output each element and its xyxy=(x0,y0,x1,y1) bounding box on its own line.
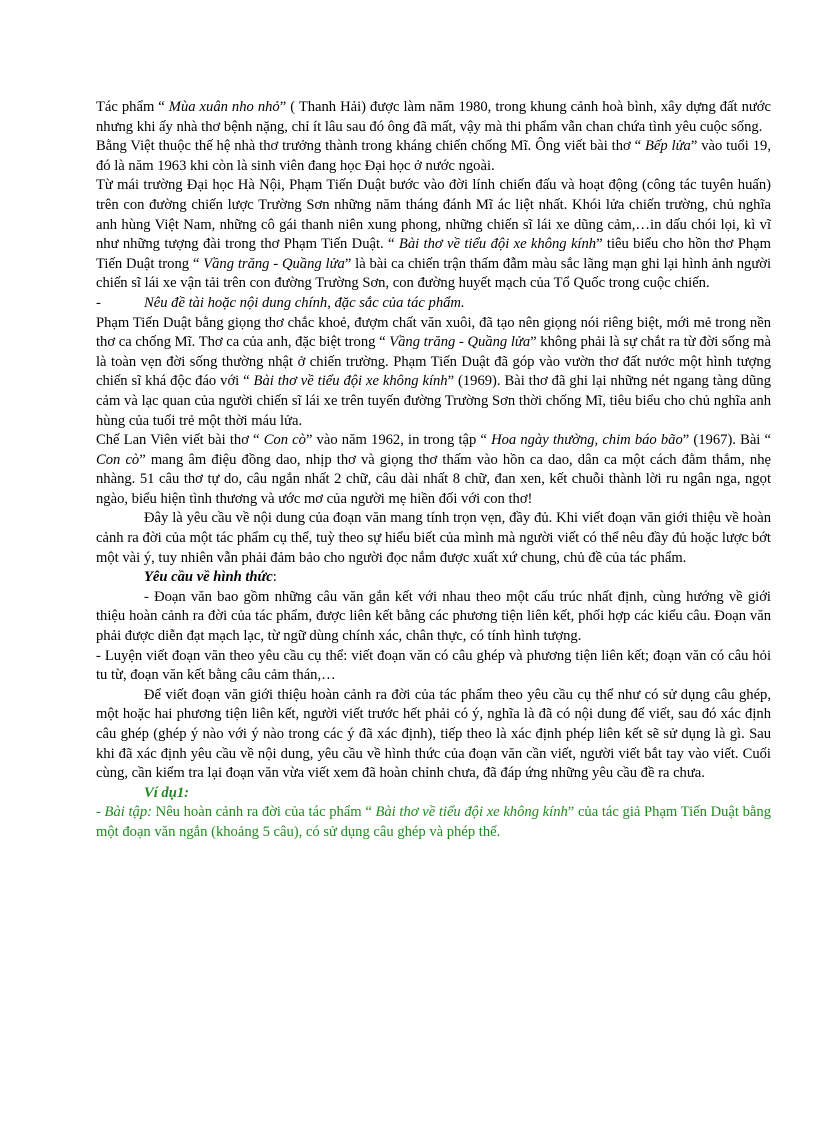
paragraph-pham-tien-duat: Từ mái trường Đại học Hà Nội, Phạm Tiến Duật bước vào đời lính chiến đấu và hoạt động (công tác tuyên huấn) trên con đường chiến lược Trường Sơn những năm tháng đánh Mĩ ác liệt nhất. Khói lửa chiến trường, chủ nghĩa anh hùng Việt Nam, những cô gái thanh niên xung phong, những chiến sĩ lái xe dũng cảm,…in dấu chói lọi, kì vĩ như những tượng đài trong thơ Phạm Tiến Duật. “ Bài thơ về tiểu đội xe không kính” tiêu biểu cho hồn thơ Phạm Tiến Duật trong “ Vầng trăng - Quầng lửa” là bài ca chiến trận thấm đẫm màu sắc lãng mạn ghi lại hình ảnh người chiến sĩ lái xe vận tải trên con đường Trường Sơn, con đường huyết mạch của Tổ Quốc trong cuộc chiến. xyxy=(96,177,772,292)
work-title: Bài thơ về tiểu đội xe không kính xyxy=(398,236,597,253)
work-title: Vầng trăng - Quầng lửa xyxy=(389,334,531,351)
paragraph-bep-lua: Bằng Việt thuộc thế hệ nhà thơ trưởng thành trong kháng chiến chống Mĩ. Ông viết bài thơ “ Bếp lửa” vào tuổi 19, đó là năm 1963 khi còn là sinh viên đang học Đại học ở nước ngoài. xyxy=(96,138,771,174)
paragraph-doan-van: - Đoạn văn bao gồm những câu văn gắn kết với nhau theo một cấu trúc nhất định, cùng hướng về giới thiệu hoàn cảnh ra đời của tác phẩm, được liên kết bằng các phương tiện liên kết, phối hợp các kiểu câu. Đoạn văn phải được diễn đạt mạch lạc, từ ngữ dùng chính xác, chân thực, có tính hình tượng. xyxy=(96,588,771,645)
work-title: Con cò xyxy=(263,432,306,449)
exercise-label: - Bài tập: xyxy=(96,804,152,821)
work-title: Mùa xuân nho nhỏ xyxy=(168,99,280,115)
paragraph-noi-dung: Đây là yêu cầu về nội dung của đoạn văn mang tính trọn vẹn, đầy đủ. Khi viết đoạn văn giới thiệu về hoàn cảnh ra đời của một tác phẩm cụ thể, tuỳ theo sự hiểu biết của mình mà người viết có thể nêu đầy đủ hoặc lược bớt một vài ý, tuy nhiên vẫn phải đảm bảo cho người đọc nắm được xuất xứ chung, chủ đề của tác phẩm. xyxy=(96,510,771,566)
paragraph-luyen-viet: - Luyện viết đoạn văn theo yêu cầu cụ thể: viết đoạn văn có câu ghép và phương tiện liên kết; đoạn văn có câu hỏi tu từ, đoạn văn kết bằng câu cảm thán,… xyxy=(96,647,771,684)
paragraph-mua-xuan: Tác phẩm “ Mùa xuân nho nhỏ” ( Thanh Hải) được làm năm 1980, trong khung cảnh hoà bình, xây dựng đất nước nhưng khi ấy nhà thơ bệnh nặng, chỉ ít lâu sau đó ông đã mất, vậy mà thi phẩm vẫn chan chứa tình yêu cuộc sống. xyxy=(96,99,771,135)
paragraph-bai-tap: - Bài tập: Nêu hoàn cảnh ra đời của tác phẩm “ Bài thơ về tiểu đội xe không kính” của tác giả Phạm Tiến Duật bằng một đoạn văn ngắn (khoảng 5 câu), có sử dụng câu ghép và phép thế. xyxy=(96,804,771,840)
heading-vi-du: Ví dụ1: xyxy=(144,784,190,801)
work-title: Hoa ngày thường, chim báo bão xyxy=(491,432,683,449)
work-title: Con cò xyxy=(96,451,140,468)
work-title: Vầng trăng - Quầng lửa xyxy=(203,255,345,272)
work-title: Bài thơ về tiểu đội xe không kính xyxy=(375,804,568,821)
paragraph-de-viet: Để viết đoạn văn giới thiệu hoàn cảnh ra đời của tác phẩm theo yêu cầu cụ thể như có sử dụng câu ghép, một hoặc hai phương tiện liên kết, người viết trước hết phải có ý, nghĩa là đã có nội dung để viết, sau đó xác định câu ghép (ghép ý nào với ý nào trong các ý đã xác định), tiếp theo là xác định phép liên kết sẽ sử dụng là gì. Sau khi đã xác định yêu cầu về nội dung, yêu cầu về hình thức của đoạn văn cần viết, người viết bắt tay vào viết. Cuối cùng, cần kiểm tra lại đoạn văn vừa viết xem đã hoàn chỉnh chưa, đã đáp ứng những yêu cầu đề ra chưa. xyxy=(96,686,771,782)
paragraph-con-co: Chế Lan Viên viết bài thơ “ Con cò” vào năm 1962, in trong tập “ Hoa ngày thường, chim báo bão” (1967). Bài “ Con cò” mang âm điệu đồng dao, nhịp thơ và giọng thơ thấm vào hồn ca dao, dân ca một cách đằm thắm, nhẹ nhàng. 51 câu thơ tự do, câu ngắn nhất 2 chữ, câu dài nhất 8 chữ, đan xen, kết chuỗi thành lời ru ngân nga, ngọt ngào, biểu hiện tình thương và ước mơ của người mẹ hiền đối với con thơ! xyxy=(96,432,771,507)
bullet-text: Nêu đề tài hoặc nội dung chính, đặc sắc của tác phẩm. xyxy=(144,294,465,311)
work-title: Bài thơ về tiểu đội xe không kính xyxy=(253,373,448,390)
paragraph-giong-tho: Phạm Tiến Duật bằng giọng thơ chắc khoẻ, đượm chất văn xuôi, đã tạo nên giọng nói riêng biệt, mới mẻ trong nền thơ ca chống Mĩ. Thơ ca của anh, đặc biệt trong “ Vầng trăng - Quầng lửa” không phải là sự chắt ra từ đời sống mà là toàn vẹn đời sống thường nhật ở chiến trường. Phạm Tiến Duật đã góp vào vườn thơ đất nước một hình tượng chiến sĩ khá độc đáo với “ Bài thơ về tiểu đội xe không kính” (1969). Bài thơ đã ghi lại những nét ngang tàng dũng cảm và lạc quan của người chiến sĩ lái xe trên tuyến đường Trường Sơn thời chống Mĩ, tiêu biểu cho chủ nghĩa anh hùng của tuổi trẻ một thời máu lửa. xyxy=(96,314,771,429)
work-title: Bếp lửa xyxy=(644,138,691,155)
bullet-topic: - Nêu đề tài hoặc nội dung chính, đặc sắc của tác phẩm. xyxy=(96,294,465,311)
document-page xyxy=(96,98,771,843)
heading-hinh-thuc: Yêu cầu về hình thức: xyxy=(144,569,277,586)
